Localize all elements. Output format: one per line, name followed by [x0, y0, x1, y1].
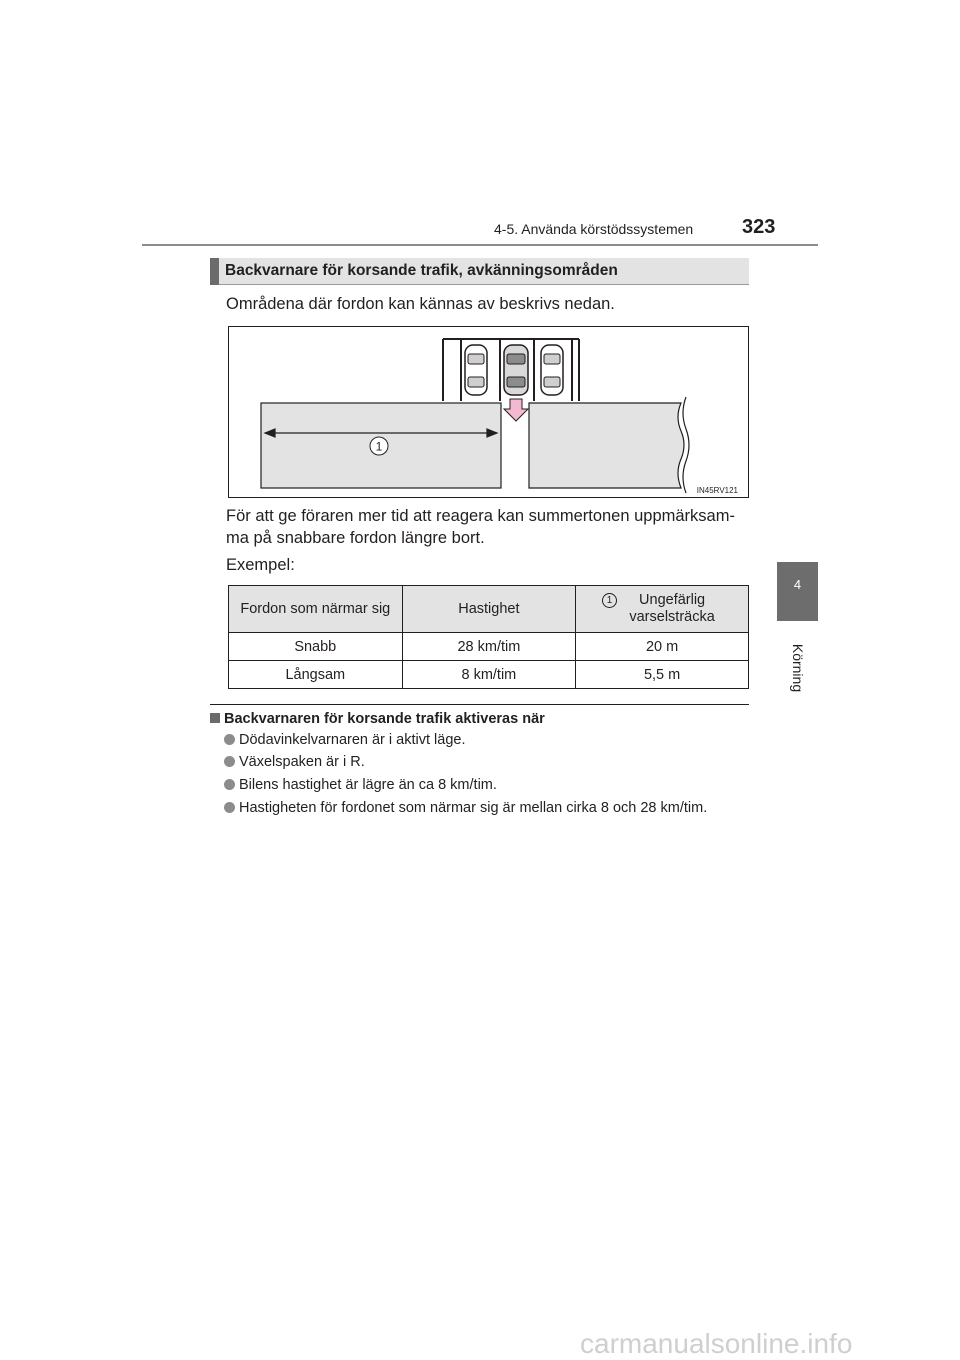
chapter-title: Körning: [790, 643, 806, 693]
range-marker-icon: 1: [602, 593, 617, 608]
page-number: 323: [742, 216, 776, 238]
list-item: [224, 754, 365, 770]
header-rule: [142, 244, 818, 246]
conditions-heading-text: Backvarnaren för korsande trafik aktiveras när: [224, 711, 545, 727]
table-header-row: [229, 586, 749, 633]
section-label: 4-5. Använda körstödssystemen: [494, 221, 694, 237]
table-row: [229, 633, 749, 661]
header-speed: Hastighet: [402, 586, 576, 633]
list-item: [224, 777, 497, 793]
list-item-text: Bilens hastighet är lägre än ca 8 km/tim.: [239, 777, 497, 793]
detection-zone-right: [529, 403, 684, 488]
header-range-label: Ungefärlig varselsträcka: [629, 592, 715, 625]
parked-car-icon: [541, 345, 563, 395]
cell-vehicle: Snabb: [229, 633, 403, 661]
square-bullet-icon: [210, 713, 220, 723]
reversing-car-icon: [504, 345, 528, 395]
detection-area-illustration: [229, 327, 748, 497]
intro-text: Områdena där fordon kan kännas av beskrivs nedan.: [226, 295, 615, 313]
list-item-text: Hastigheten för fordonet som närmar sig är mellan cirka 8 och 28 km/tim.: [239, 800, 708, 816]
cell-vehicle: Långsam: [229, 661, 403, 689]
bullet-dot-icon: [224, 779, 235, 790]
section-divider: [210, 704, 749, 705]
bullet-dot-icon: [224, 802, 235, 813]
body-paragraph: För att ge föraren mer tid att reagera kan summertonen uppmärksam-ma på snabbare fordon längre bort.: [226, 507, 735, 547]
bullet-dot-icon: [224, 756, 235, 767]
cell-speed: 28 km/tim: [402, 633, 576, 661]
bullet-dot-icon: [224, 734, 235, 745]
cell-range: 20 m: [576, 633, 749, 661]
list-item: [224, 800, 707, 816]
header-range: [576, 586, 749, 633]
parked-car-icon: [465, 345, 487, 395]
table-row: [229, 661, 749, 689]
cell-speed: 8 km/tim: [402, 661, 576, 689]
figure-code: IN45RV121: [696, 486, 738, 495]
cell-range: 5,5 m: [576, 661, 749, 689]
section-heading: Backvarnare för korsande trafik, avkänningsområden: [225, 262, 618, 279]
list-item-text: Dödavinkelvarnaren är i aktivt läge.: [239, 732, 466, 748]
list-item-text: Växelspaken är i R.: [239, 754, 365, 770]
chapter-number: 4: [793, 577, 802, 592]
detection-area-figure: [228, 326, 749, 498]
reverse-arrow-icon: [504, 399, 528, 421]
conditions-heading: [210, 711, 545, 727]
list-item: [224, 732, 465, 748]
speed-range-table: [228, 585, 749, 689]
example-label: Exempel:: [226, 556, 295, 574]
header-vehicle: Fordon som närmar sig: [229, 586, 403, 633]
watermark: carmanualsonline.info: [580, 1328, 853, 1359]
range-marker-label: 1: [375, 439, 383, 454]
section-heading-accent: [210, 258, 219, 285]
